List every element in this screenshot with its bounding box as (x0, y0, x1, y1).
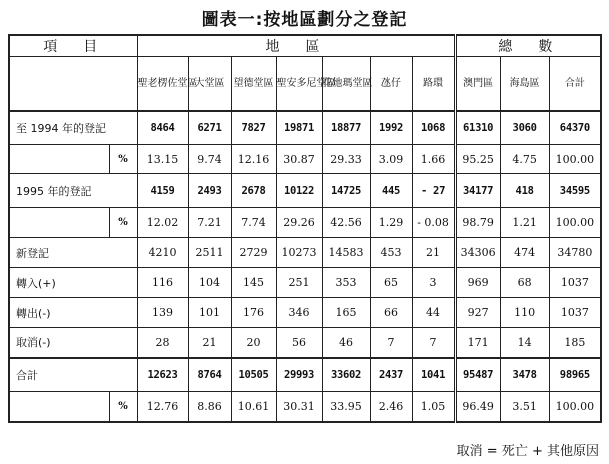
table-cell: 1037 (549, 268, 601, 298)
table-cell: 1.29 (370, 208, 412, 238)
table-cell: 30.31 (276, 392, 322, 422)
table-cell: 13.15 (137, 145, 188, 174)
table-cell: 34595 (549, 174, 601, 208)
table-cell: 3 (412, 268, 455, 298)
table-cell: 8.86 (188, 392, 231, 422)
percent-marker: % (109, 208, 137, 238)
table-cell: 185 (549, 328, 601, 358)
table-cell: 100.00 (549, 208, 601, 238)
row-label: 取消(-) (9, 328, 137, 358)
table-cell: 8464 (137, 111, 188, 145)
table-row (9, 358, 601, 392)
table-cell: 34177 (455, 174, 500, 208)
table-cell: 7.21 (188, 208, 231, 238)
row-label: 轉出(-) (9, 298, 137, 328)
table-cell: 1037 (549, 298, 601, 328)
table-cell: 2511 (188, 238, 231, 268)
table-cell: 145 (231, 268, 276, 298)
table-cell: - 0.08 (412, 208, 455, 238)
table-cell: 4159 (137, 174, 188, 208)
table-cell: 116 (137, 268, 188, 298)
table-cell: 56 (276, 328, 322, 358)
table-cell: 61310 (455, 111, 500, 145)
table-cell: 453 (370, 238, 412, 268)
total-header: 合計 (549, 57, 601, 111)
total-header: 海島區 (500, 57, 549, 111)
header-region: 地 區 (137, 35, 455, 57)
header-item: 項 目 (9, 35, 137, 57)
table-cell: 12.16 (231, 145, 276, 174)
table-cell: 4.75 (500, 145, 549, 174)
table-cell: 12623 (137, 358, 188, 392)
table-cell: 66 (370, 298, 412, 328)
table-cell: 6271 (188, 111, 231, 145)
table-cell: 2437 (370, 358, 412, 392)
table-cell: 100.00 (549, 145, 601, 174)
table-row (9, 328, 601, 358)
table-cell: 12.02 (137, 208, 188, 238)
table-cell: 3478 (500, 358, 549, 392)
table-cell: 2729 (231, 238, 276, 268)
table-cell: 927 (455, 298, 500, 328)
table-row (9, 208, 601, 238)
table-cell: 251 (276, 268, 322, 298)
table-cell: 33.95 (322, 392, 370, 422)
table-cell: 969 (455, 268, 500, 298)
table-cell: 445 (370, 174, 412, 208)
table-cell: 1992 (370, 111, 412, 145)
region-header: 花地瑪堂區 (322, 57, 370, 111)
table-cell: 2493 (188, 174, 231, 208)
table-cell: 353 (322, 268, 370, 298)
table-cell: 110 (500, 298, 549, 328)
row-label: 至 1994 年的登記 (9, 111, 137, 145)
table-cell: 418 (500, 174, 549, 208)
table-cell: 1.66 (412, 145, 455, 174)
table-cell: 165 (322, 298, 370, 328)
table-cell: 474 (500, 238, 549, 268)
region-header: 望德堂區 (231, 57, 276, 111)
header-total: 總 數 (455, 35, 601, 57)
table-cell: 98965 (549, 358, 601, 392)
table-cell: 95.25 (455, 145, 500, 174)
table-row (9, 268, 601, 298)
table-cell: 30.87 (276, 145, 322, 174)
table-cell: 28 (137, 328, 188, 358)
table-cell: 21 (412, 238, 455, 268)
registration-table (8, 34, 602, 423)
table-cell: 14583 (322, 238, 370, 268)
table-cell: 346 (276, 298, 322, 328)
table-cell: 95487 (455, 358, 500, 392)
region-header: 氹仔 (370, 57, 412, 111)
table-cell: 98.79 (455, 208, 500, 238)
table-cell: 14 (500, 328, 549, 358)
table-cell: 65 (370, 268, 412, 298)
table-cell: 64370 (549, 111, 601, 145)
region-header: 聖老楞佐堂區 (137, 57, 188, 111)
table-cell: 104 (188, 268, 231, 298)
table-cell: 33602 (322, 358, 370, 392)
table-cell: 42.56 (322, 208, 370, 238)
table-row (9, 298, 601, 328)
table-cell: 12.76 (137, 392, 188, 422)
table-cell: 34780 (549, 238, 601, 268)
table-cell: 1.21 (500, 208, 549, 238)
table-cell: 139 (137, 298, 188, 328)
table-cell: 171 (455, 328, 500, 358)
table-cell: 44 (412, 298, 455, 328)
table-cell: 4210 (137, 238, 188, 268)
row-label: 新登記 (9, 238, 137, 268)
table-cell: 34306 (455, 238, 500, 268)
table-cell: 29.26 (276, 208, 322, 238)
table-cell: 10505 (231, 358, 276, 392)
table-cell: 10273 (276, 238, 322, 268)
table-cell: 14725 (322, 174, 370, 208)
region-header: 聖安多尼堂區 (276, 57, 322, 111)
row-label: 1995 年的登記 (9, 174, 137, 208)
table-cell: 8764 (188, 358, 231, 392)
table-cell: 2.46 (370, 392, 412, 422)
table-cell: - 27 (412, 174, 455, 208)
table-cell: 21 (188, 328, 231, 358)
row-label-blank (9, 208, 109, 238)
region-header: 大堂區 (188, 57, 231, 111)
table-row (9, 238, 601, 268)
table-cell: 10.61 (231, 392, 276, 422)
table-cell: 3.09 (370, 145, 412, 174)
total-header: 澳門區 (455, 57, 500, 111)
table-cell: 20 (231, 328, 276, 358)
table-cell: 46 (322, 328, 370, 358)
row-label-blank (9, 145, 109, 174)
table-cell: 3.51 (500, 392, 549, 422)
table-cell: 18877 (322, 111, 370, 145)
table-cell: 1068 (412, 111, 455, 145)
table-row (9, 174, 601, 208)
row-label: 合計 (9, 358, 137, 392)
table-cell: 176 (231, 298, 276, 328)
header-blank (9, 57, 137, 111)
table-cell: 101 (188, 298, 231, 328)
table-cell: 96.49 (455, 392, 500, 422)
table-cell: 100.00 (549, 392, 601, 422)
footnote: 取消 = 死亡 + 其他原因 (456, 444, 599, 459)
table-cell: 29993 (276, 358, 322, 392)
table-cell: 2678 (231, 174, 276, 208)
table-cell: 7827 (231, 111, 276, 145)
table-row (9, 145, 601, 174)
table-cell: 9.74 (188, 145, 231, 174)
region-header: 路環 (412, 57, 455, 111)
percent-marker: % (109, 145, 137, 174)
table-cell: 1041 (412, 358, 455, 392)
table-cell: 29.33 (322, 145, 370, 174)
table-cell: 7 (412, 328, 455, 358)
table-cell: 1.05 (412, 392, 455, 422)
table-cell: 7 (370, 328, 412, 358)
table-row (9, 111, 601, 145)
table-cell: 10122 (276, 174, 322, 208)
table-cell: 3060 (500, 111, 549, 145)
row-label: 轉入(+) (9, 268, 137, 298)
row-label-blank (9, 392, 109, 422)
document-title: 圖表一:按地區劃分之登記 (201, 10, 408, 30)
table-row (9, 392, 601, 422)
table-cell: 7.74 (231, 208, 276, 238)
percent-marker: % (109, 392, 137, 422)
table-cell: 68 (500, 268, 549, 298)
table-cell: 19871 (276, 111, 322, 145)
